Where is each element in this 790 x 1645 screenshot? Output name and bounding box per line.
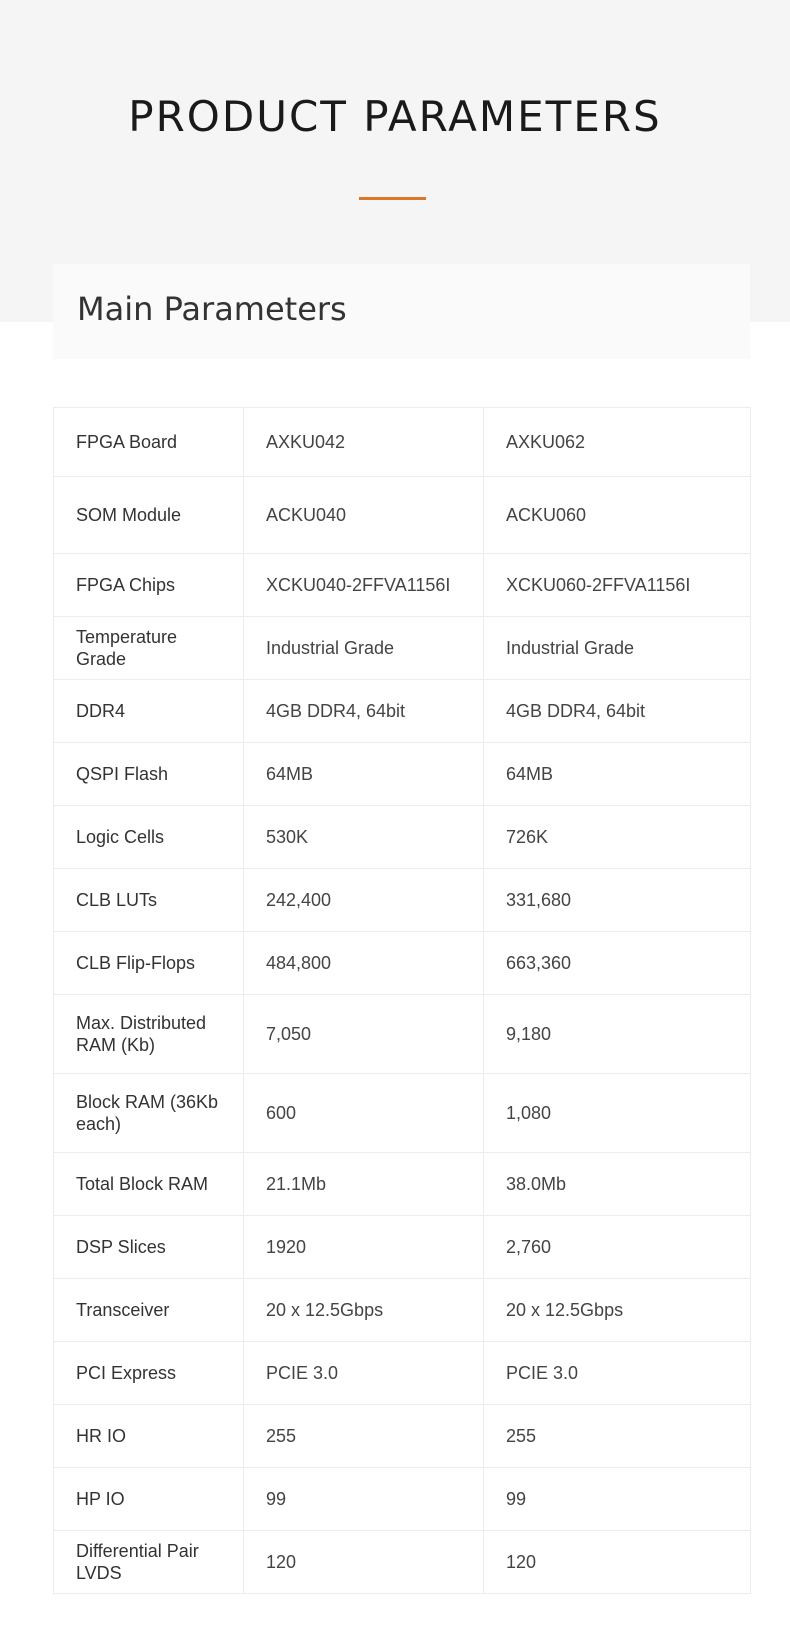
value-axku062: 20 x 12.5Gbps (484, 1279, 751, 1342)
row-label: Temperature Grade (54, 617, 244, 680)
value-axku042: ACKU040 (244, 477, 484, 554)
value-axku042: Industrial Grade (244, 617, 484, 680)
value-axku062: 1,080 (484, 1074, 751, 1153)
row-label: FPGA Chips (54, 554, 244, 617)
row-label: CLB Flip-Flops (54, 932, 244, 995)
row-label: PCI Express (54, 1342, 244, 1405)
value-axku062: ACKU060 (484, 477, 751, 554)
value-axku042: 242,400 (244, 869, 484, 932)
value-axku042: 7,050 (244, 995, 484, 1074)
value-axku042: 530K (244, 806, 484, 869)
value-axku042: PCIE 3.0 (244, 1342, 484, 1405)
table-row (54, 806, 751, 869)
row-label: Differential Pair LVDS (54, 1531, 244, 1594)
value-axku062: 38.0Mb (484, 1153, 751, 1216)
table-row (54, 932, 751, 995)
row-label: DSP Slices (54, 1216, 244, 1279)
value-axku062: AXKU062 (484, 408, 751, 477)
table-row (54, 1531, 751, 1594)
table-row (54, 1216, 751, 1279)
table-row (54, 1074, 751, 1153)
parameters-table (53, 407, 751, 1594)
table-row (54, 680, 751, 743)
value-axku042: 4GB DDR4, 64bit (244, 680, 484, 743)
value-axku062: 99 (484, 1468, 751, 1531)
table-row (54, 1153, 751, 1216)
table-row (54, 1468, 751, 1531)
value-axku062: 120 (484, 1531, 751, 1594)
table-row (54, 1405, 751, 1468)
value-axku062: 64MB (484, 743, 751, 806)
row-label: QSPI Flash (54, 743, 244, 806)
table-row (54, 1342, 751, 1405)
value-axku062: 255 (484, 1405, 751, 1468)
row-label: CLB LUTs (54, 869, 244, 932)
value-axku042: 120 (244, 1531, 484, 1594)
row-label: FPGA Board (54, 408, 244, 477)
value-axku042: 99 (244, 1468, 484, 1531)
section-header-card (53, 264, 750, 359)
table-row (54, 995, 751, 1074)
value-axku062: Industrial Grade (484, 617, 751, 680)
value-axku042: 484,800 (244, 932, 484, 995)
value-axku042: 21.1Mb (244, 1153, 484, 1216)
value-axku042: 600 (244, 1074, 484, 1153)
table-row (54, 477, 751, 554)
value-axku062: 331,680 (484, 869, 751, 932)
value-axku062: XCKU060-2FFVA1156I (484, 554, 751, 617)
value-axku042: 20 x 12.5Gbps (244, 1279, 484, 1342)
value-axku062: 663,360 (484, 932, 751, 995)
row-label: Max. Distributed RAM (Kb) (54, 995, 244, 1074)
value-axku062: 726K (484, 806, 751, 869)
value-axku042: AXKU042 (244, 408, 484, 477)
row-label: Transceiver (54, 1279, 244, 1342)
value-axku062: PCIE 3.0 (484, 1342, 751, 1405)
row-label: HP IO (54, 1468, 244, 1531)
table-row (54, 743, 751, 806)
table-row (54, 617, 751, 680)
title-underline (359, 197, 426, 200)
section-title: Main Parameters (77, 290, 347, 328)
row-label: Total Block RAM (54, 1153, 244, 1216)
value-axku042: XCKU040-2FFVA1156I (244, 554, 484, 617)
row-label: HR IO (54, 1405, 244, 1468)
page-title: PRODUCT PARAMETERS (128, 92, 662, 141)
value-axku042: 255 (244, 1405, 484, 1468)
row-label: Logic Cells (54, 806, 244, 869)
table-row (54, 554, 751, 617)
table-row (54, 869, 751, 932)
table-row (54, 408, 751, 477)
value-axku042: 1920 (244, 1216, 484, 1279)
row-label: SOM Module (54, 477, 244, 554)
value-axku042: 64MB (244, 743, 484, 806)
table-row (54, 1279, 751, 1342)
value-axku062: 4GB DDR4, 64bit (484, 680, 751, 743)
row-label: Block RAM (36Kb each) (54, 1074, 244, 1153)
value-axku062: 2,760 (484, 1216, 751, 1279)
value-axku062: 9,180 (484, 995, 751, 1074)
row-label: DDR4 (54, 680, 244, 743)
